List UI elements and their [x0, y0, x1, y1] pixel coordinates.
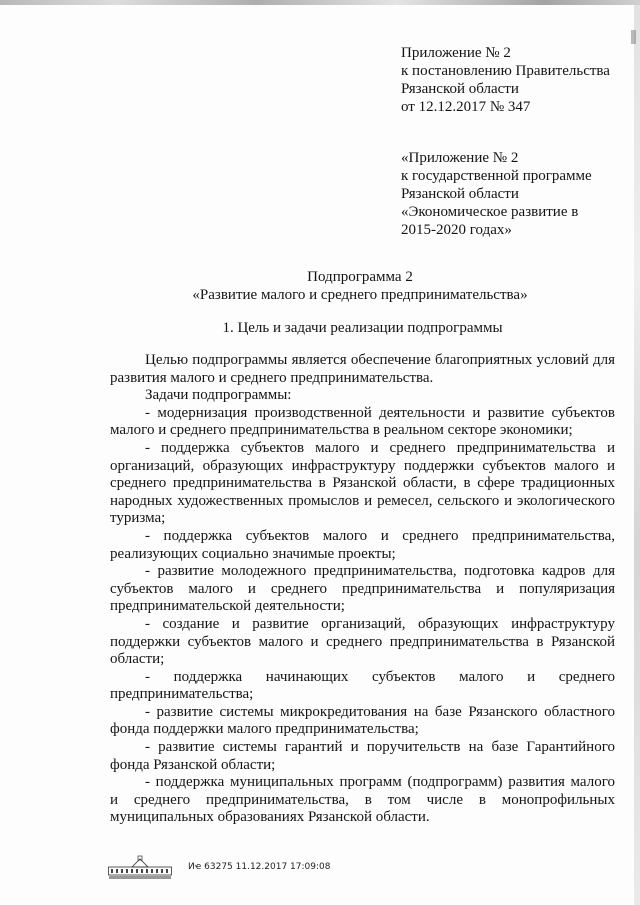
- scan-corner-mark: [631, 30, 636, 44]
- document-body: [110, 352, 615, 827]
- task-item: - создание и развитие организаций, образующих инфраструктуру поддержки субъектов малого и среднего предпринимательства в Рязанской области;: [110, 615, 615, 668]
- scan-right-edge: [634, 0, 640, 905]
- task-item: - поддержка начинающих субъектов малого и среднего предпринимательства;: [110, 668, 615, 703]
- subprogram-title: Подпрограмма 2: [307, 269, 413, 285]
- task-item: - развитие системы микрокредитования на базе Рязанского областного фонда поддержки малого предпринимательства;: [110, 703, 615, 738]
- appendix-header: [401, 44, 610, 116]
- program-line: «Экономическое развитие в: [401, 204, 579, 220]
- task-item: - модернизация производственной деятельности и развитие субъектов малого и среднего предпринимательства в реальном секторе экономики;: [110, 404, 615, 439]
- section-heading: 1. Цель и задачи реализации подпрограммы: [222, 320, 503, 336]
- appendix-line: Приложение № 2: [401, 45, 511, 61]
- scan-top-edge: [0, 0, 640, 5]
- program-line: «Приложение № 2: [401, 150, 519, 166]
- program-line: к государственной программе: [401, 168, 592, 184]
- task-item: - поддержка субъектов малого и среднего предпринимательства, реализующих социально значимые проекты;: [110, 527, 615, 562]
- task-item: - развитие молодежного предпринимательства, подготовка кадров для субъектов малого и среднего предпринимательства и популяризация предпринимательской деятельности;: [110, 563, 615, 615]
- program-line: 2015-2020 годах»: [401, 222, 512, 238]
- task-item: - поддержка субъектов малого и среднего предпринимательства и организаций, образующих инфраструктуру поддержки субъектов малого и среднего предпринимательства в Рязанской области, в сфере традиционных народных художественных промыслов и ремесел, сельского и экологического туризма;: [110, 439, 615, 527]
- subprogram-name: «Развитие малого и среднего предпринимательства»: [192, 287, 528, 303]
- task-item: - развитие системы гарантий и поручительств на базе Гарантийного фонда Рязанской области;: [110, 739, 615, 773]
- appendix-line: к постановлению Правительства: [401, 63, 610, 79]
- registration-number: Иҽ 63275 11.12.2017 17:09:08: [188, 862, 331, 872]
- tasks-heading: Задачи подпрограммы:: [145, 387, 292, 404]
- government-seal-icon: [108, 854, 172, 880]
- appendix-line: Рязанской области: [401, 81, 519, 97]
- program-header: [401, 149, 592, 239]
- program-line: Рязанской области: [401, 186, 519, 202]
- goal-paragraph: Целью подпрограммы является обеспечение благоприятных условий для развития малого и среднего предпринимательства.: [110, 352, 615, 386]
- task-item: - поддержка муниципальных программ (подпрограмм) развития малого и среднего предпринимательства, в том числе в монопрофильных муниципальных образованиях Рязанской области.: [110, 774, 615, 826]
- registration-footer: [108, 854, 408, 884]
- appendix-line: от 12.12.2017 № 347: [401, 99, 531, 115]
